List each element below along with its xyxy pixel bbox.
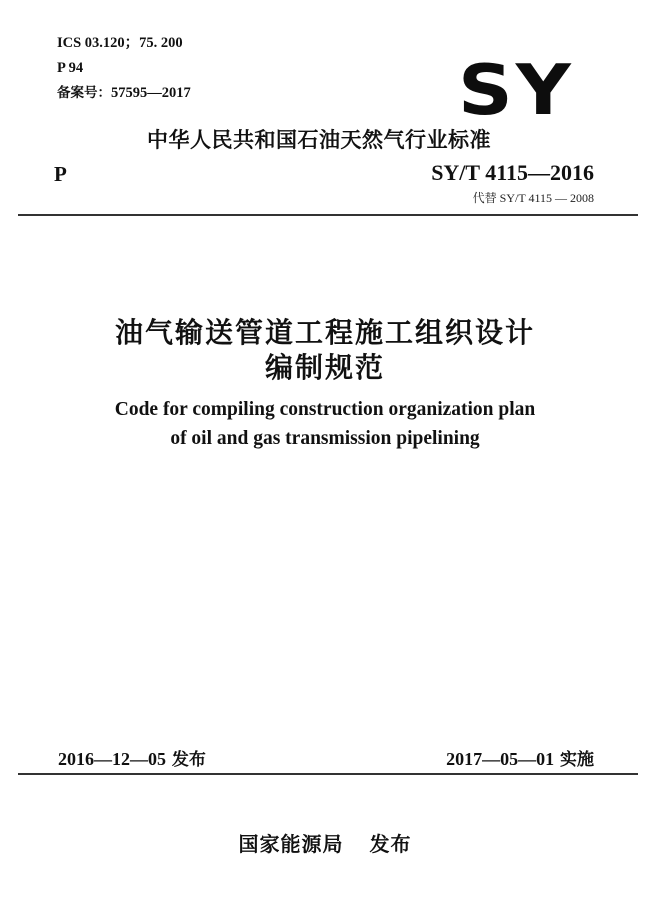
publisher — [0, 828, 650, 857]
ics-code: ICS 03.120；75. 200 — [57, 35, 183, 51]
title-english-line-2: of oil and gas transmission pipelining — [170, 428, 480, 449]
title-chinese-line-1: 油气输送管道工程施工组织设计 — [114, 316, 535, 349]
title-english-line-1: Code for compiling construction organization plan — [114, 399, 536, 420]
filing-value: 57595—2017 — [111, 85, 191, 101]
replaces-standard: 代替 SY/T 4115 — 2008 — [472, 191, 594, 205]
sy-logo: SY — [458, 48, 574, 131]
implementation-date — [446, 745, 594, 770]
ccs-code: P 94 — [57, 60, 84, 76]
standard-number: SY/T 4115—2016 — [431, 160, 594, 185]
ccs-letter: P — [54, 162, 67, 186]
standard-type-heading: 中华人民共和国石油天然气行业标准 — [147, 128, 491, 152]
implement-label: 实施 — [560, 750, 594, 770]
issue-date-value: 2016—12—05 — [58, 749, 166, 769]
publisher-name: 国家能源局 — [238, 832, 344, 856]
issue-date — [58, 745, 206, 770]
implement-date-value: 2017—05—01 — [446, 749, 555, 769]
filing-label: 备案号： — [57, 85, 111, 101]
bottom-divider — [18, 773, 638, 775]
publish-label: 发布 — [369, 832, 412, 856]
issue-label: 发布 — [171, 750, 206, 770]
filing-number — [57, 84, 191, 102]
title-chinese-line-2: 编制规范 — [264, 351, 385, 384]
top-divider — [18, 214, 638, 216]
